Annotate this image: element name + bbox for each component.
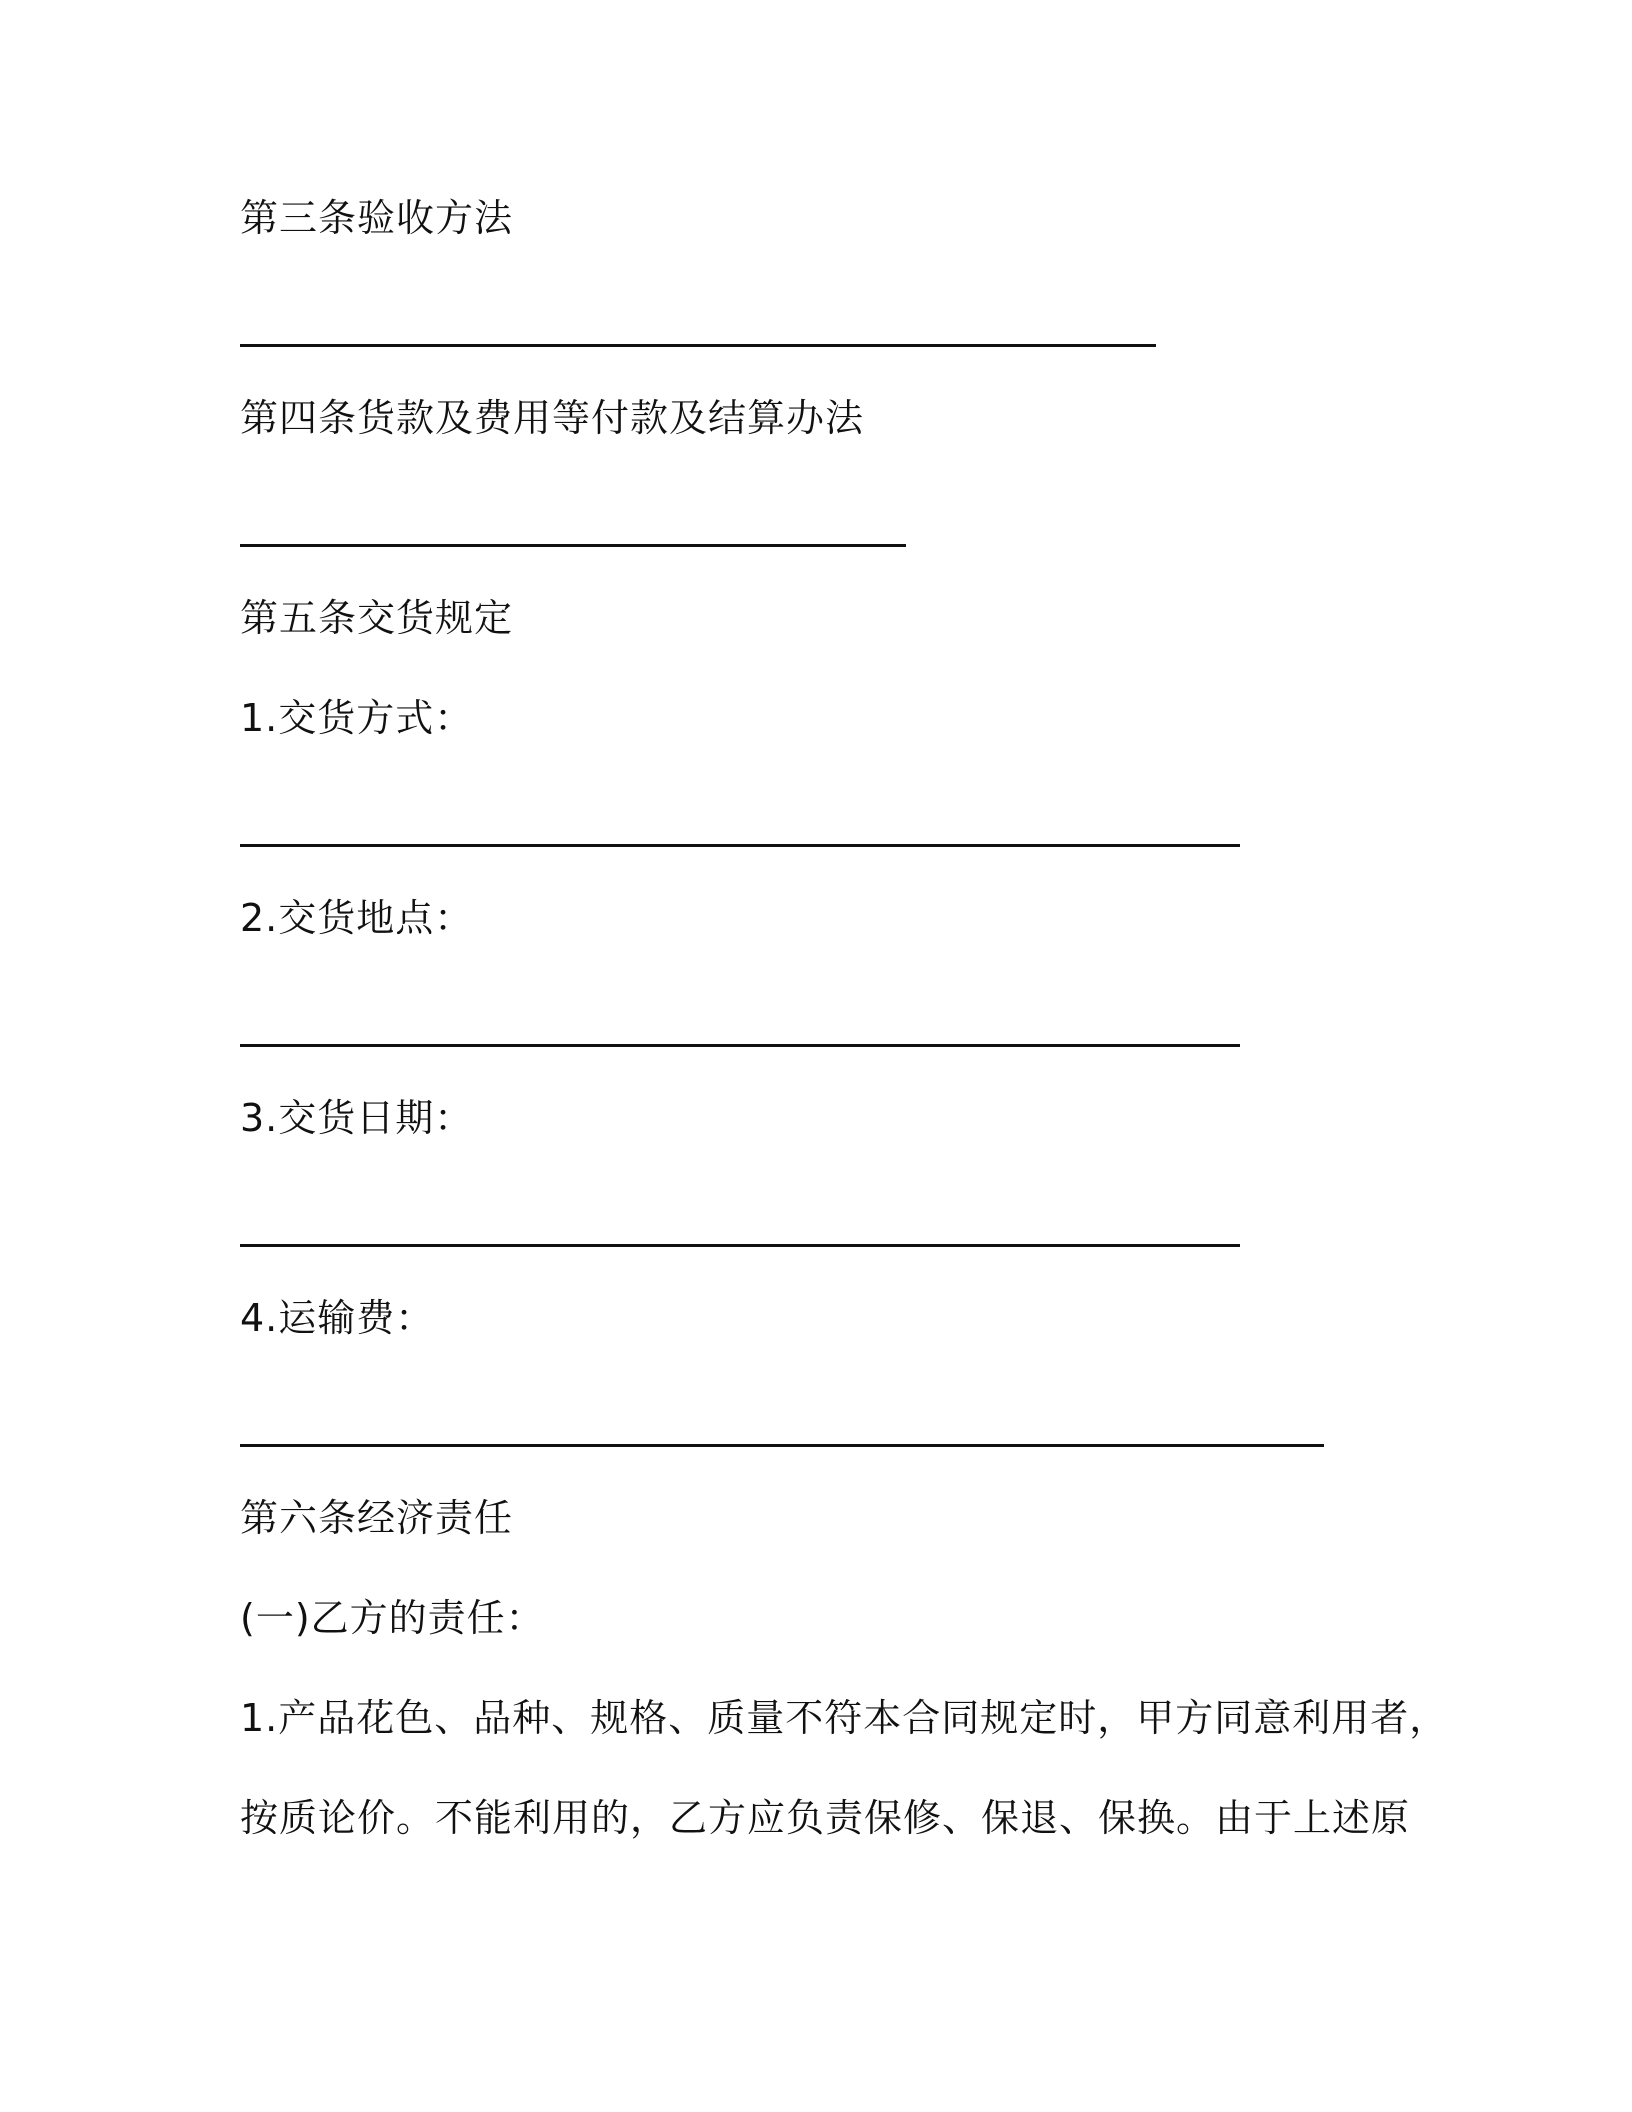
article-5-heading: 第五条交货规定	[240, 596, 514, 640]
blank-line-delivery-location	[240, 1044, 1240, 1047]
delivery-method-label: 1.交货方式：	[240, 696, 474, 740]
party-b-responsibility-heading: (一)乙方的责任：	[240, 1596, 545, 1640]
blank-line-delivery-method	[240, 844, 1240, 847]
blank-line-payment-settlement	[240, 544, 906, 547]
delivery-location-label: 2.交货地点：	[240, 896, 474, 940]
blank-line-freight	[240, 1444, 1324, 1447]
article-6-heading: 第六条经济责任	[240, 1496, 514, 1540]
delivery-date-label: 3.交货日期：	[240, 1096, 474, 1140]
responsibility-paragraph-line-1: 1.产品花色、品种、规格、质量不符本合同规定时，甲方同意利用者，	[240, 1696, 1449, 1740]
article-4-heading: 第四条货款及费用等付款及结算办法	[240, 396, 865, 440]
freight-label: 4.运输费：	[240, 1296, 435, 1340]
blank-line-acceptance-method	[240, 344, 1156, 347]
article-3-heading: 第三条验收方法	[240, 196, 514, 240]
responsibility-paragraph-line-2: 按质论价。不能利用的，乙方应负责保修、保退、保换。由于上述原	[240, 1796, 1411, 1840]
blank-line-delivery-date	[240, 1244, 1240, 1247]
